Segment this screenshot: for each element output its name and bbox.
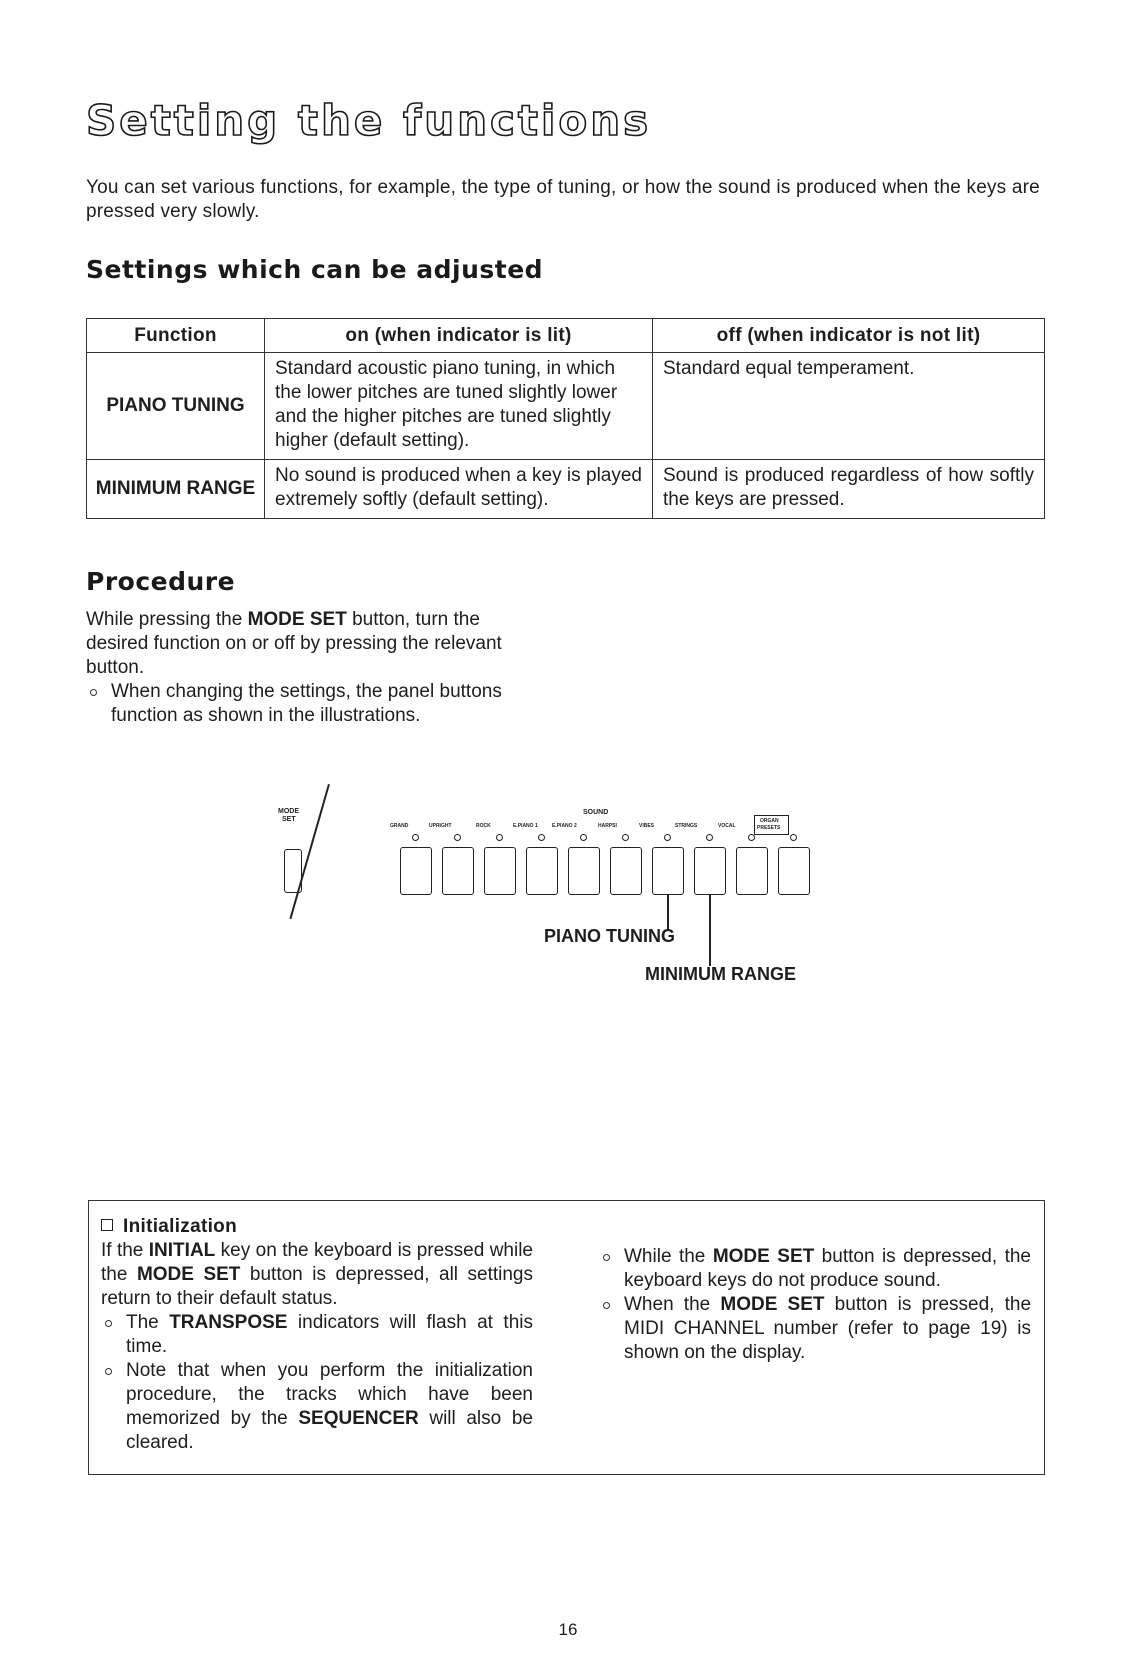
vibes-button [652,847,684,895]
column-header: on (when indicator is lit) [265,319,653,353]
organ-presets-button [778,847,810,895]
procedure-text-part: While pressing the [86,609,248,630]
init-text-part: If the [101,1240,149,1261]
initialization-heading [101,1215,533,1239]
column-header: off (when indicator is not lit) [653,319,1045,353]
off-description: Sound is produced regardless of how softly the keys are pressed. [653,460,1045,519]
indicator-led [412,834,419,841]
sound-button-label: VIBES [639,823,655,829]
initialization-paragraph [101,1239,533,1311]
initialization-heading-text: Initialization [123,1216,237,1237]
off-description: Standard equal temperament. [653,353,1045,460]
epiano2-button [568,847,600,895]
piano-tuning-leader-line [667,894,669,930]
indicator-led [748,834,755,841]
indicator-led [790,834,797,841]
sound-button-label: E.PIANO 1 [513,823,538,829]
sound-label: SOUND [583,809,609,816]
init-text-part: button is depressed, all settings return to their default status. [101,1264,534,1309]
indicator-led [454,834,461,841]
indicator-led [706,834,713,841]
init-text-part: indicators will flash at this time. [126,1312,533,1357]
mode-set-label-2: SET [282,816,296,823]
mode-set-label: MODE SET [712,1246,815,1267]
grand-button [400,847,432,895]
upright-button [442,847,474,895]
init-text-part: While the [624,1246,713,1267]
vocal-button [736,847,768,895]
init-text-part: will also be cleared. [126,1408,533,1453]
init-text-part: button is pressed, the MIDI CHANNEL number (refer to page 19) is shown on the display. [624,1294,1032,1363]
page-title: Setting the functions [86,96,652,145]
table-header-row [87,319,1045,353]
initialization-right-column [599,1245,1031,1365]
epiano1-button [526,847,558,895]
sound-button-label: VOCAL [718,823,736,829]
procedure-paragraph [86,608,534,680]
column-header: Function [87,319,265,353]
table-row [87,353,1045,460]
sequencer-label: SEQUENCER [298,1408,419,1429]
init-text-part: The [126,1312,170,1333]
minimum-range-callout: MINIMUM RANGE [645,964,796,984]
indicator-led [664,834,671,841]
mode-set-note [599,1293,1031,1365]
square-bullet-icon [101,1219,113,1231]
harpsi-button [610,847,642,895]
procedure-text-part: button, turn the desired function on or off by pressing the relevant button. [86,609,502,678]
strings-button [694,847,726,895]
indicator-led [622,834,629,841]
init-text-part: key on the keyboard is pressed while the [101,1240,533,1285]
procedure-text [86,608,534,728]
organ-label-2: PRESETS [757,825,781,831]
transpose-label: TRANSPOSE [169,1312,288,1333]
mode-set-label-1: MODE [278,808,299,815]
settings-heading: Settings which can be adjusted [86,255,544,284]
sound-button-label: ROCK [476,823,491,829]
functions-table [86,318,1045,519]
panel-illustration [270,786,830,996]
sound-button-label: GRAND [390,823,409,829]
mode-set-label: MODE SET [247,609,347,630]
on-description: Standard acoustic piano tuning, in which the lower pitches are tuned slightly lower and the higher pitches are tuned slightly higher (default setting). [265,353,653,460]
init-text-part: When the [624,1294,721,1315]
procedure-heading: Procedure [86,567,236,596]
initialization-note [101,1359,533,1455]
procedure-note: When changing the settings, the panel buttons function as shown in the illustrations. [86,680,534,728]
mode-set-note [599,1245,1031,1293]
mode-set-label: MODE SET [720,1294,825,1315]
sound-button-label: STRINGS [675,823,698,829]
organ-label-1: ORGAN [760,818,779,824]
sound-button-label: HARPSI [598,823,617,829]
initial-key-label: INITIAL [148,1240,216,1261]
page-number: 16 [558,1620,578,1639]
initialization-box [88,1200,1045,1475]
piano-tuning-callout: PIANO TUNING [544,926,676,946]
init-text-part: Note that when you perform the initialization procedure, the tracks which have been memorized by the [126,1360,533,1429]
init-text-part: button is depressed, the keyboard keys do not produce sound. [624,1246,1031,1291]
rock-button [484,847,516,895]
function-name: MINIMUM RANGE [87,460,265,519]
table-row [87,460,1045,519]
minimum-range-leader-line [709,894,711,966]
sound-button-label: UPRIGHT [429,823,452,829]
sound-button-label: E.PIANO 2 [552,823,577,829]
indicator-led [580,834,587,841]
initialization-left-column [101,1215,533,1455]
mode-set-label: MODE SET [136,1264,241,1285]
function-name: PIANO TUNING [87,353,265,460]
indicator-led [538,834,545,841]
intro-paragraph: You can set various functions, for example, the type of tuning, or how the sound is produced when the keys are pressed very slowly. [86,177,1040,222]
initialization-note [101,1311,533,1359]
indicator-led [496,834,503,841]
on-description: No sound is produced when a key is played extremely softly (default setting). [265,460,653,519]
